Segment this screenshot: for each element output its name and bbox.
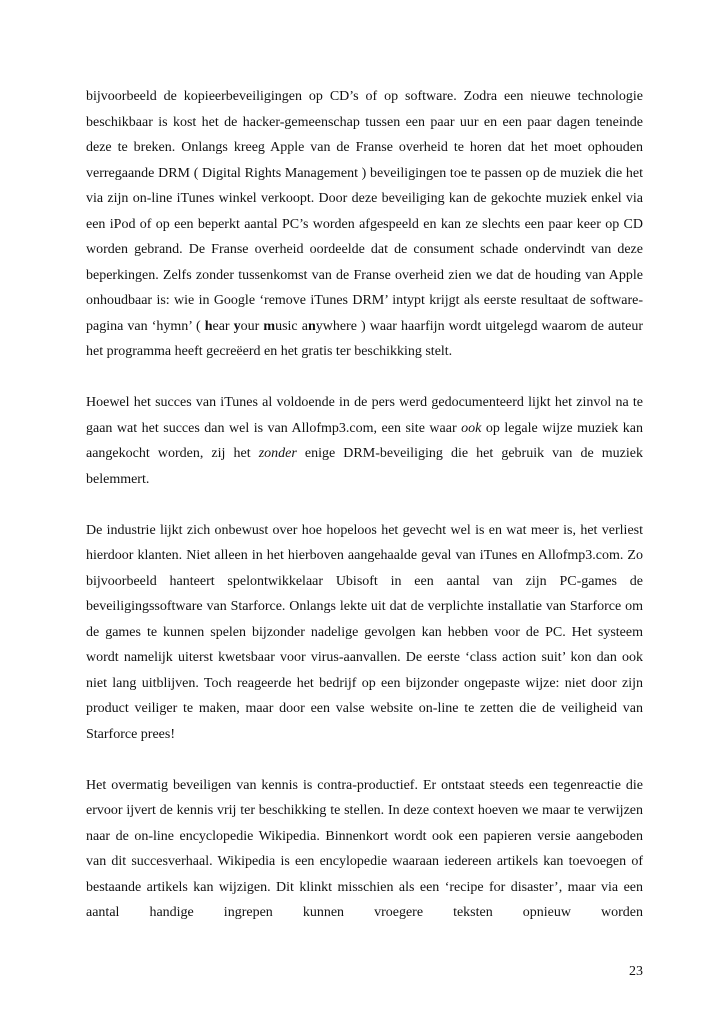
text-run: bijvoorbeeld de kopieerbeveiligingen op CD’s of op software. Zodra een nieuwe technologie beschikbaar is kost het de hacker-gemeenschap tussen een paar uur en een paar dagen teneinde deze te breken. Onlangs kreeg Apple van de Franse overheid te horen dat het moet ophouden verregaande DRM ( Digital Rights Management ) beveiligingen toe te passen op de muziek die het via zijn on-line iTunes winkel verkoopt. Door deze beveiliging kan de gekochte muziek enkel via een iPod of op een beperkt aantal PC’s worden afgespeeld en kan ze slechts een paar keer op CD worden gebrand. De Franse overheid oordeelde dat de consument schade ondervindt van deze beperkingen. Zelfs zonder tussenkomst van de Franse overheid zien we dat de houding van Apple onhoudbaar is: wie in Google ‘remove iTunes DRM’ intypt krijgt als eerste resultaat de software-pagina van ‘hymn’ ( bbox=[86, 89, 643, 334]
paragraph bbox=[86, 390, 643, 492]
text-run: op legale wijze muziek kan aangekocht worden, zij het bbox=[86, 420, 643, 461]
text-run: Het overmatig beveiligen van kennis is contra-productief. Er ontstaat steeds een tegenreactie die ervoor ijvert de kennis vrij ter beschikking te stellen. In deze context hoeven we maar te verwijzen naar de on-line encyclopedie Wikipedia. Binnenkort wordt ook een papieren versie aangeboden van dit succesverhaal. Wikipedia is een encylopedie waaraan iedereen artikels kan toevoegen of bestaande artikels kan wijzigen. Dit klinkt misschien als een ‘recipe for disaster’, maar via een aantal handige ingrepen kunnen vroegere teksten opnieuw worden bbox=[86, 777, 643, 920]
bold-text-run: n bbox=[307, 318, 316, 334]
text-run: ywhere ) waar haarfijn wordt uitgelegd waarom de auteur het programma heeft gecreëerd en het gratis ter beschikking stelt. bbox=[86, 318, 644, 359]
paragraph bbox=[86, 773, 643, 926]
body-text bbox=[86, 84, 643, 951]
text-run: our bbox=[240, 318, 264, 334]
text-run: ear bbox=[212, 318, 234, 334]
text-run: usic a bbox=[275, 318, 308, 334]
text-run: Hoewel het succes van iTunes al voldoende in de pers werd gedocumenteerd lijkt het zinvol na te gaan wat het succes dan wel is van Allofmp3.com, een site waar bbox=[86, 395, 643, 436]
text-run: De industrie lijkt zich onbewust over hoe hopeloos het gevecht wel is en wat meer is, het verliest hierdoor klanten. Niet alleen in het hierboven aangehaalde geval van iTunes en Allofmp3.com. Zo bijvoorbeeld hanteert spelontwikkelaar Ubisoft in een aantal van zijn PC-games de beveiligingssoftware van Starforce. Onlangs lekte uit dat de verplichte installatie van Starforce om de games te kunnen spelen bijzonder nadelige gevolgen kan hebben voor de PC. Het systeem wordt namelijk uiterst kwetsbaar voor virus-aanvallen. De eerste ‘class action suit’ kon dan ook niet lang uitblijven. Toch reageerde het bedrijf op een bijzonder ongepaste wijze: niet door zijn product veiliger te maken, maar door een valse website on-line te zetten die de veiligheid van Starforce prees! bbox=[86, 522, 643, 742]
page-number: 23 bbox=[629, 964, 643, 979]
paragraph bbox=[86, 84, 643, 365]
paragraph bbox=[86, 518, 643, 748]
bold-text-run: y bbox=[233, 318, 241, 334]
text-run: enige DRM-beveiliging die het gebruik van de muziek belemmert. bbox=[86, 446, 643, 487]
italic-text-run: zonder bbox=[258, 446, 297, 461]
italic-text-run: ook bbox=[461, 420, 482, 436]
bold-text-run: m bbox=[263, 318, 276, 334]
bold-text-run: h bbox=[204, 318, 213, 334]
